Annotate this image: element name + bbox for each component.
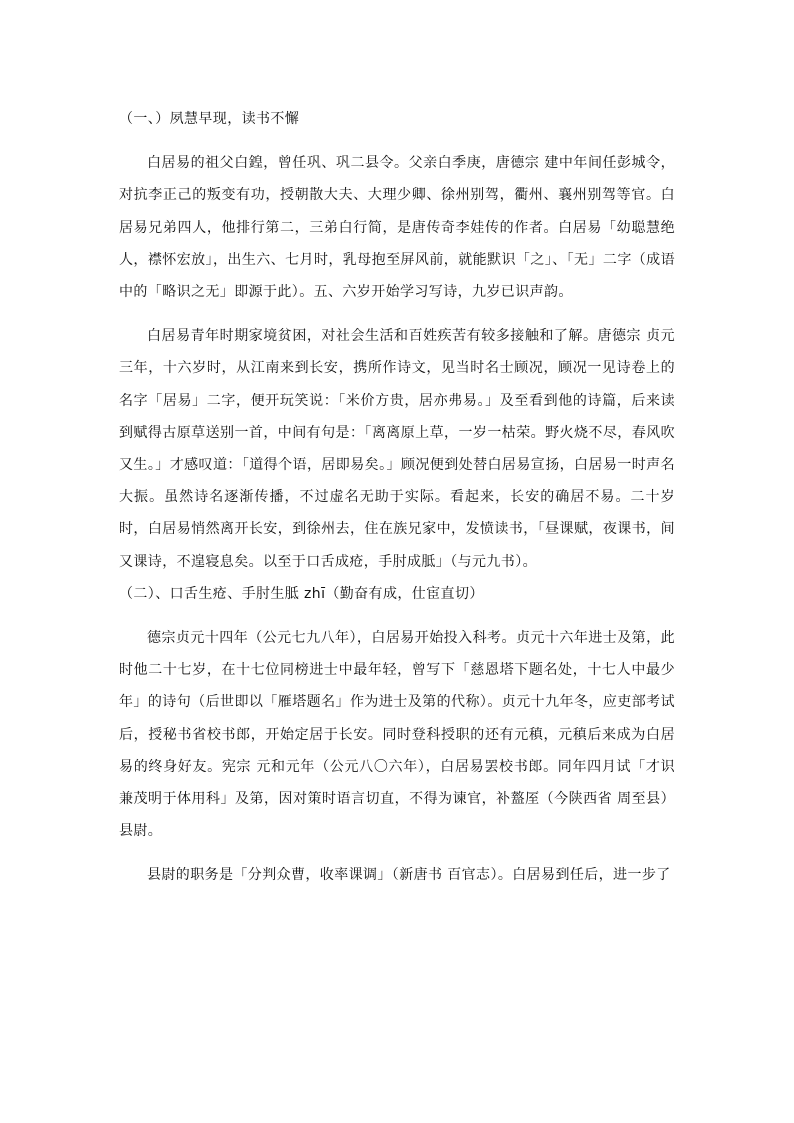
section-heading-2: （二）、口舌生疮、手肘生胝 zhī（勤奋有成，仕宦直切） — [119, 585, 484, 602]
paragraph-4: 县尉的职务是「分判众曹，收率课调」（新唐书 百官志）。白居易到任后，进一步了 — [147, 867, 671, 884]
document-body — [119, 103, 675, 892]
spacer — [119, 308, 675, 320]
section-heading-1: （一、）夙慧早现，读书不懈 — [119, 111, 300, 127]
paragraph-3: 德宗贞元十四年（公元七九八年），白居易开始投入科考。贞元十六年进士及第，此时他二十七岁，在十七位同榜进士中最年轻，曾写下「慈恩塔下题名处，十七人中最少年」的诗句（后世即以「雁塔题名」作为进士及第的代称）。贞元十九年冬，应吏部考试后，授秘书省校书郎，开始定居于长安。同时登科授职的还有元稹，元稹后来成为白居易的终身好友。宪宗 元和元年（公元八〇六年），白居易罢校书郎。同年四月试「才识兼茂明于体用科」及第，因对策时语言切直，不得为谏官，补盩厔（今陕西省 周至县）县尉。 — [119, 630, 675, 840]
paragraph-1: 白居易的祖父白鍠，曾任巩、巩二县令。父亲白季庚，唐德宗 建中年间任彭城令，对抗李正己的叛变有功，授朝散大夫、大理少卿、徐州别驾，衢州、襄州别驾等官。白居易兄弟四人，他排行第二，三弟白行简，是唐传奇李娃传的作者。白居易「幼聪慧绝人，襟怀宏放」，出生六、七月时，乳母抱至屏风前，就能默识「之」、「无」二字（成语中的「略识之无」即源于此）。五、六岁开始学习写诗，九岁已识声韵。 — [119, 155, 675, 301]
spacer — [119, 610, 675, 622]
paragraph-2: 白居易青年时期家境贫困，对社会生活和百姓疾苦有较多接触和了解。唐德宗 贞元三年，十六岁时，从江南来到长安，携所作诗文，见当时名士顾况，顾况一见诗卷上的名字「居易」二字，便开玩笑说：「米价方贵，居亦弗易。」及至看到他的诗篇，后来读到赋得古原草送别一首，中间有句是：「离离原上草，一岁一枯荣。野火烧不尽，春风吹又生。」才感叹道：「道得个语，居即易矣。」顾况便到处替白居易宣扬，白居易一时声名大振。虽然诗名逐渐传播，不过虚名无助于实际。看起来，长安的确居不易。二十岁时，白居易悄然离开长安，到徐州去，住在族兄家中，发愤读书，「昼课赋，夜课书，间又课诗，不遑寝息矣。以至于口舌成疮，手肘成胝」（与元九书）。 — [119, 328, 675, 570]
spacer — [119, 135, 675, 147]
spacer — [119, 847, 675, 859]
